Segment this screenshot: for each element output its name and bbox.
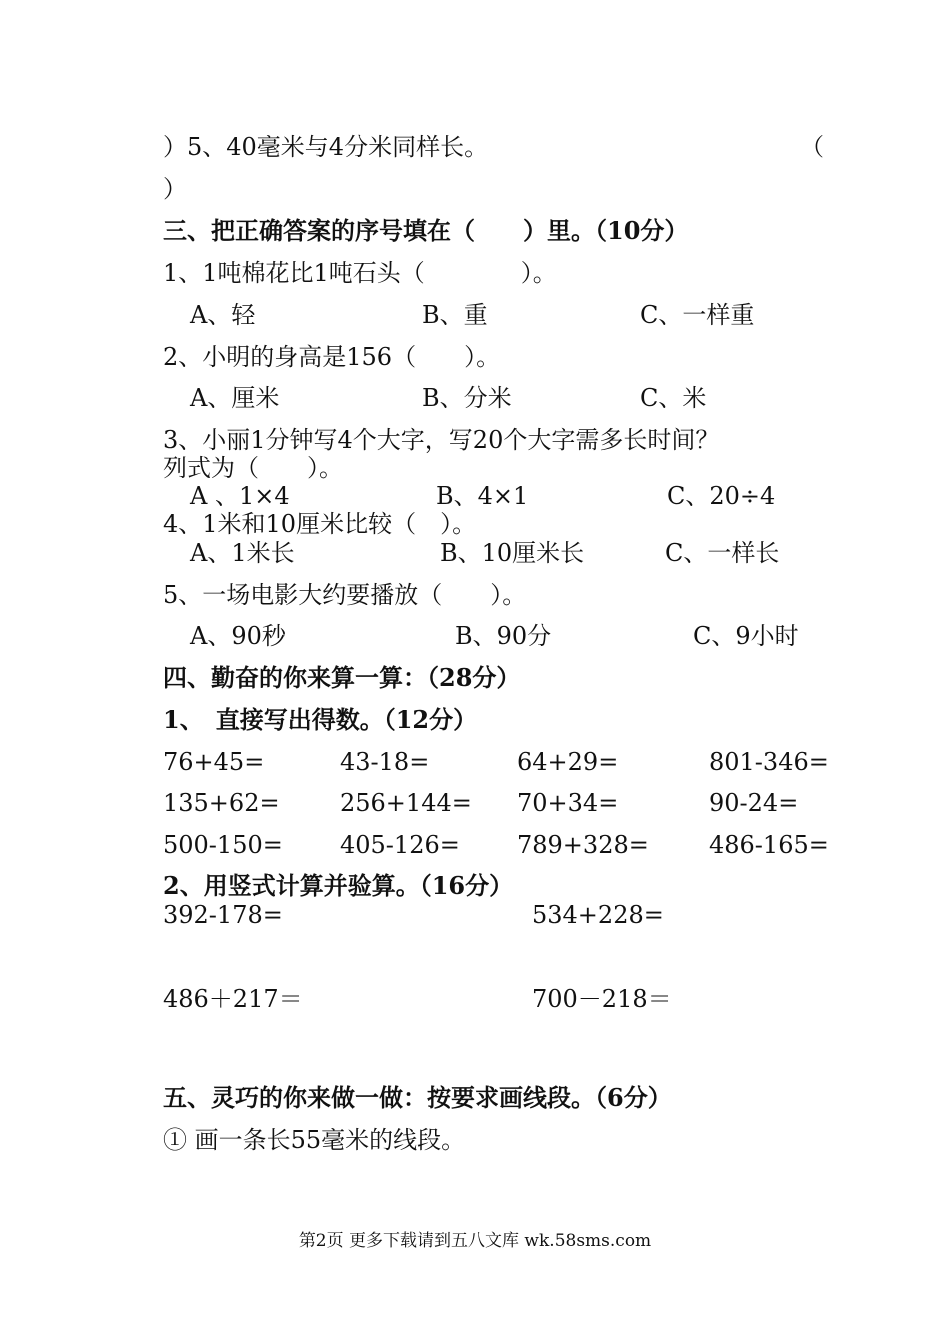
calc-item: 90-24= (709, 789, 799, 817)
section-4-part-2-title: 2、用竖式计算并验算。（16分） (163, 871, 514, 900)
question-2-option-a: A、厘米 (190, 384, 280, 412)
calc-item: 405-126= (340, 831, 460, 859)
section-4-title: 四、勤奋的你来算一算：（28分） (163, 663, 521, 692)
calc-item: 43-18= (340, 748, 430, 776)
question-1-option-c: C、一样重 (640, 301, 755, 329)
question-3-option-a: A 、1×4 (190, 482, 290, 510)
question-3-option-c: C、20÷4 (667, 482, 776, 510)
calc-item: 135+62= (163, 789, 280, 817)
calc-item: 256+144= (340, 789, 472, 817)
calc-item: 486-165= (709, 831, 829, 859)
question-1-option-b: B、重 (422, 301, 488, 329)
section-4-part-1-title: 1、 直接写出得数。（12分） (163, 705, 478, 734)
calc-item: 76+45= (163, 748, 265, 776)
question-3-line-2: 列式为（ ）。 (163, 454, 343, 482)
question-5-option-c: C、9小时 (693, 622, 799, 650)
question-5-option-b: B、90分 (455, 622, 552, 650)
section-5-title: 五、灵巧的你来做一做：按要求画线段。（6分） (163, 1083, 672, 1112)
vertical-calc-item: 700－218＝ (532, 985, 672, 1013)
section-3-title: 三、把正确答案的序号填在（ ）里。（10分） (163, 216, 689, 245)
question-5: 5、一场电影大约要播放（ ）。 (163, 581, 527, 609)
calc-item: 801-346= (709, 748, 829, 776)
vertical-calc-item: 486＋217＝ (163, 985, 303, 1013)
question-3-option-b: B、4×1 (436, 482, 529, 510)
question-4: 4、1米和10厘米比较（ ）。 (163, 510, 477, 538)
question-4-option-c: C、一样长 (665, 539, 780, 567)
section-5-item-1: ① 画一条长55毫米的线段。 (163, 1126, 466, 1154)
question-2-option-b: B、分米 (422, 384, 512, 412)
judge-answer-paren-close: ） (163, 175, 187, 203)
calc-item: 64+29= (517, 748, 619, 776)
question-2-option-c: C、米 (640, 384, 707, 412)
judge-item-5-text: ）5、40毫米与4分米同样长。 (163, 133, 489, 161)
calc-item: 789+328= (517, 831, 649, 859)
vertical-calc-item: 534+228= (532, 901, 664, 929)
question-4-option-a: A、1米长 (190, 539, 295, 567)
question-3: 3、小丽1分钟写4个大字，写20个大字需多长时间？ (163, 426, 720, 454)
question-2: 2、小明的身高是156（ ）。 (163, 343, 501, 371)
question-1-option-a: A、轻 (190, 301, 256, 329)
question-4-option-b: B、10厘米长 (440, 539, 585, 567)
vertical-calc-item: 392-178= (163, 901, 283, 929)
question-1: 1、1吨棉花比1吨石头（ ）。 (163, 259, 557, 287)
calc-item: 500-150= (163, 831, 283, 859)
judge-answer-paren-open: （ (800, 133, 824, 161)
page-footer: 第2页 更多下载请到五八文库 wk.58sms.com (298, 1231, 652, 1251)
calc-item: 70+34= (517, 789, 619, 817)
question-5-option-a: A、90秒 (190, 622, 286, 650)
